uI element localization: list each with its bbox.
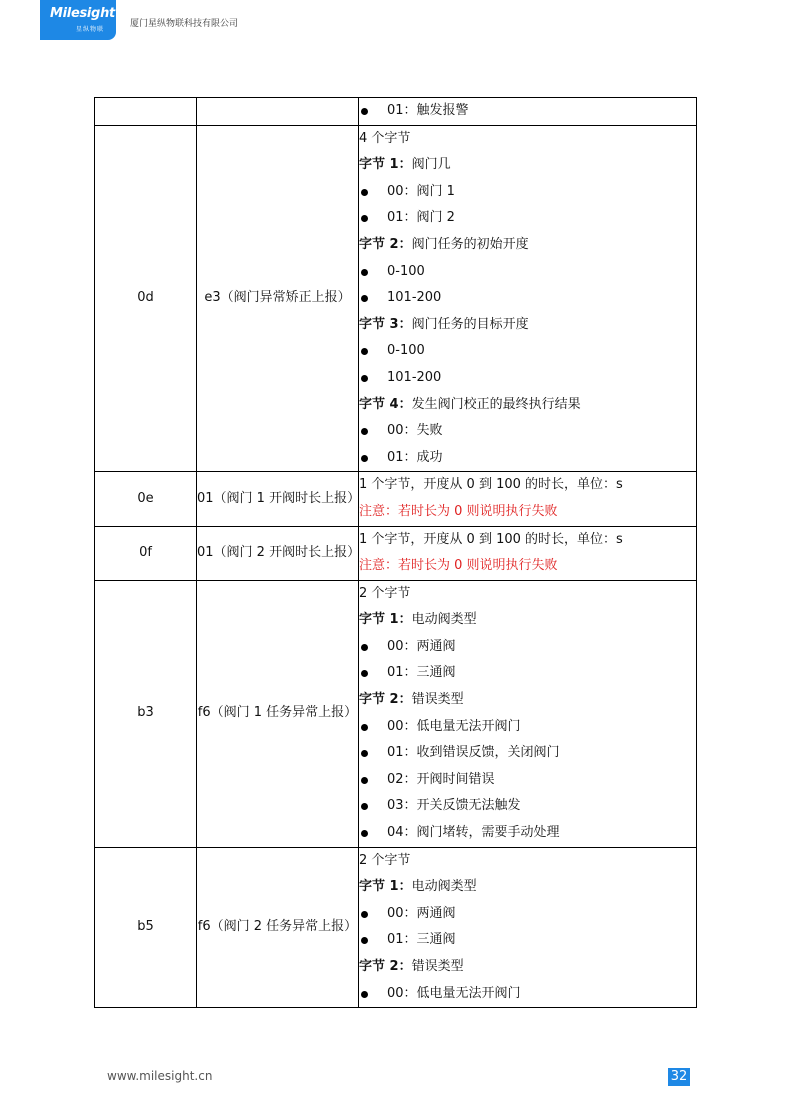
byte-description: 阀门几 [411, 157, 451, 173]
bullet-item: 101-200 [359, 285, 696, 312]
logo-text: Milesight [50, 6, 115, 21]
text-line: 2 个字节 [359, 852, 411, 868]
channel-code-cell: b5 [95, 847, 197, 1008]
type-name-cell: f6（阀门 1 任务异常上报） [197, 580, 359, 847]
bullet-item: 00：低电量无法开阀门 [359, 981, 696, 1008]
description-cell [359, 526, 697, 580]
table-row [95, 125, 697, 472]
type-name-cell [197, 98, 359, 126]
company-logo [40, 0, 116, 40]
bullet-item: 01：阀门 2 [359, 205, 696, 232]
bullet-item: 0-100 [359, 259, 696, 286]
byte-label: 字节 1： [359, 612, 412, 628]
byte-description: 电动阀类型 [411, 879, 477, 895]
text-line: 2 个字节 [359, 585, 411, 601]
channel-code-cell: 0f [95, 526, 197, 580]
text-line: 1 个字节，开度从 0 到 100 的时长，单位：s [359, 531, 623, 547]
byte-label: 字节 2： [359, 236, 412, 252]
table-row [95, 472, 697, 526]
bullet-item: 01：成功 [359, 445, 696, 472]
bullet-item: 01：触发报警 [359, 98, 696, 125]
table-row [95, 580, 697, 847]
table-row [95, 847, 697, 1008]
byte-label: 字节 2： [359, 692, 412, 708]
warning-note: 注意：若时长为 0 则说明执行失败 [359, 503, 558, 519]
company-name: 厦门星纵物联科技有限公司 [130, 19, 239, 29]
byte-label: 字节 3： [359, 316, 412, 332]
bullet-item: 01：三通阀 [359, 927, 696, 954]
table-row [95, 98, 697, 126]
warning-note: 注意：若时长为 0 则说明执行失败 [359, 558, 558, 574]
byte-label-line [359, 874, 696, 901]
channel-code-cell: 0d [95, 125, 197, 472]
channel-code-cell [95, 98, 197, 126]
byte-label-line [359, 392, 696, 419]
byte-description: 电动阀类型 [411, 612, 477, 628]
bullet-item: 0-100 [359, 338, 696, 365]
byte-label-line [359, 152, 696, 179]
bullet-item: 101-200 [359, 365, 696, 392]
byte-description: 错误类型 [411, 692, 464, 708]
bullet-item: 04：阀门堵转，需要手动处理 [359, 820, 696, 847]
byte-label-line [359, 954, 696, 981]
bullet-item: 00：两通阀 [359, 901, 696, 928]
text-line: 4 个字节 [359, 130, 411, 146]
bullet-item: 00：失败 [359, 418, 696, 445]
byte-label: 字节 4： [359, 396, 412, 412]
description-cell [359, 580, 697, 847]
byte-description: 错误类型 [411, 959, 464, 974]
bullet-item: 00：低电量无法开阀门 [359, 714, 696, 741]
description-cell [359, 472, 697, 526]
text-line: 1 个字节，开度从 0 到 100 的时长，单位：s [359, 477, 623, 493]
byte-description: 阀门任务的目标开度 [411, 316, 529, 332]
description-cell [359, 98, 697, 126]
type-name-cell: 01（阀门 1 开阀时长上报） [197, 472, 359, 526]
bullet-item: 00：阀门 1 [359, 179, 696, 206]
footer-url[interactable]: www.milesight.cn [107, 1069, 213, 1083]
byte-label: 字节 2： [359, 959, 412, 974]
bullet-item: 02：开阀时间错误 [359, 767, 696, 794]
bullet-item: 01：收到错误反馈，关闭阀门 [359, 740, 696, 767]
byte-label: 字节 1： [359, 879, 412, 895]
description-cell [359, 125, 697, 472]
byte-label: 字节 1： [359, 157, 412, 173]
byte-description: 阀门任务的初始开度 [411, 236, 529, 252]
bullet-item: 03：开关反馈无法触发 [359, 793, 696, 820]
byte-label-line [359, 607, 696, 634]
channel-code-cell: 0e [95, 472, 197, 526]
table-row [95, 526, 697, 580]
bullet-item: 00：两通阀 [359, 634, 696, 661]
page-number: 32 [668, 1068, 690, 1086]
byte-label-line [359, 312, 696, 339]
type-name-cell: f6（阀门 2 任务异常上报） [197, 847, 359, 1008]
bullet-item: 01：三通阀 [359, 660, 696, 687]
description-cell [359, 847, 697, 1008]
channel-code-cell: b3 [95, 580, 197, 847]
type-name-cell: e3（阀门异常矫正上报） [197, 125, 359, 472]
byte-description: 发生阀门校正的最终执行结果 [411, 396, 581, 412]
logo-subtext: 星纵物联 [76, 26, 105, 33]
spec-table [94, 97, 697, 1008]
byte-label-line [359, 232, 696, 259]
byte-label-line [359, 687, 696, 714]
type-name-cell: 01（阀门 2 开阀时长上报） [197, 526, 359, 580]
